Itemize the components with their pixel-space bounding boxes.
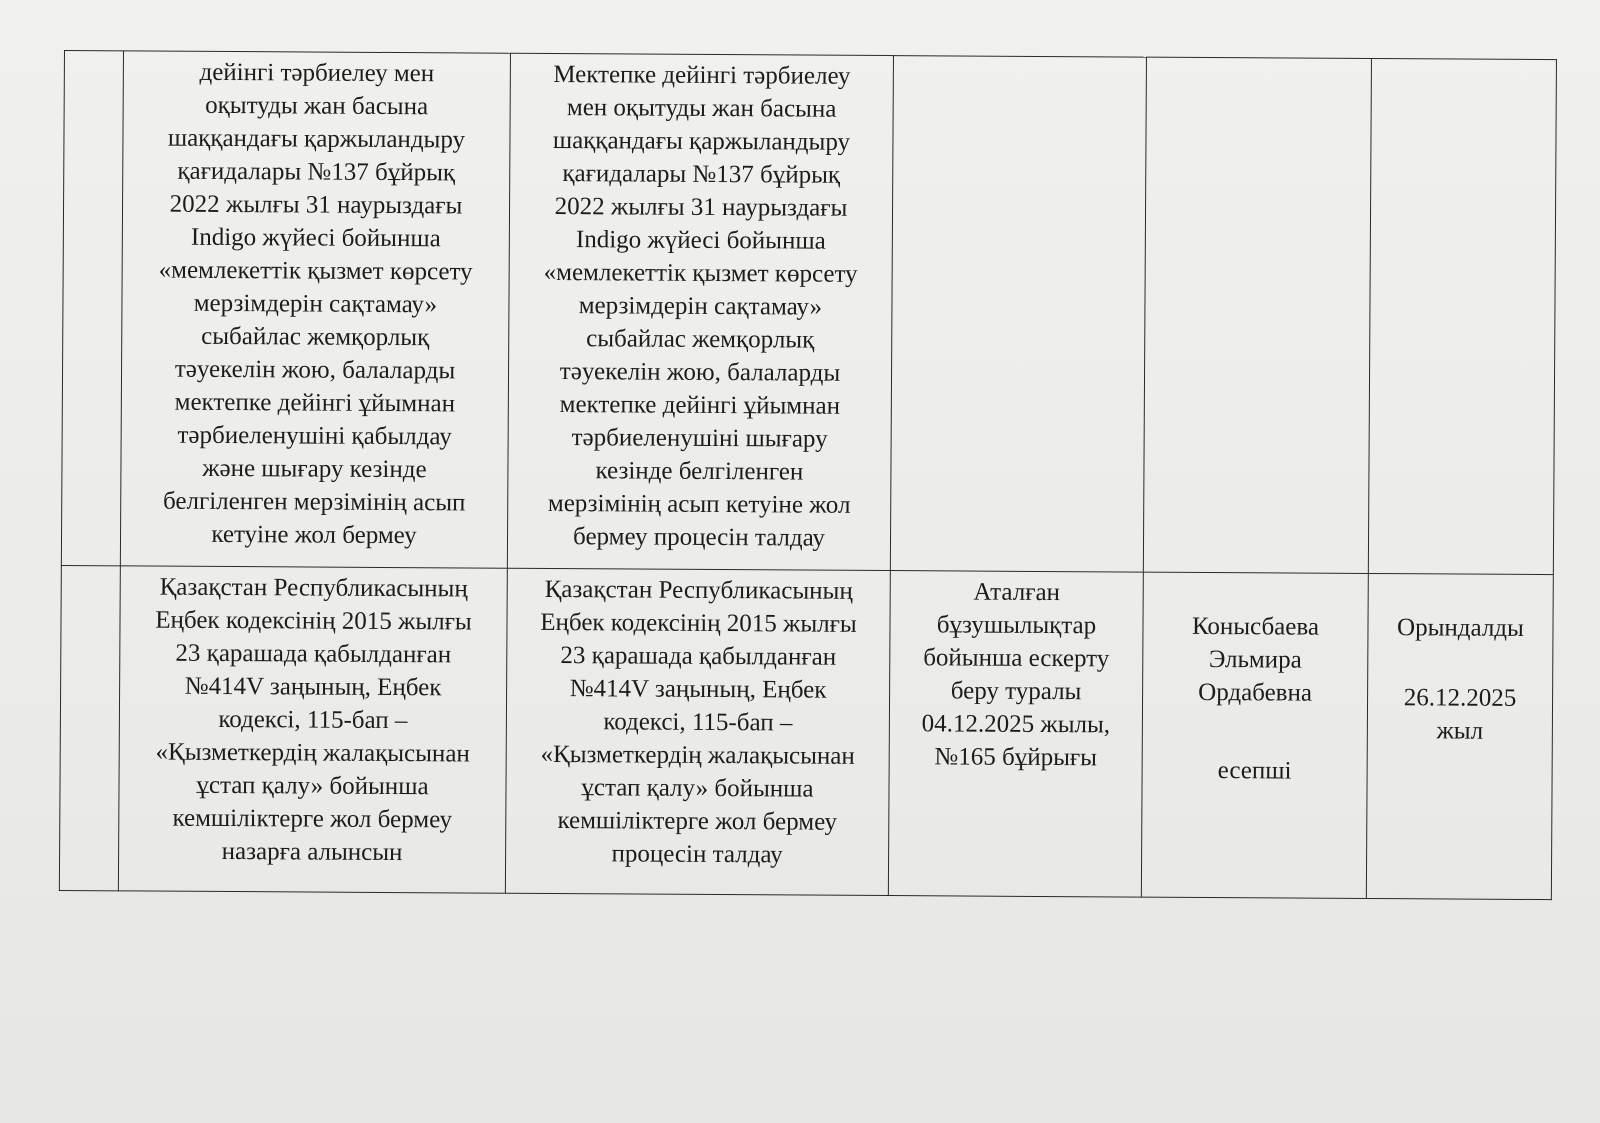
- status-date: 26.12.2025 жыл: [1403, 684, 1517, 745]
- status-cell: [1368, 58, 1556, 574]
- order-cell: [890, 56, 1146, 573]
- row-number-cell: [61, 51, 123, 566]
- responsible-cell: [1141, 572, 1368, 898]
- analysis-cell: Қазақстан Республикасының Еңбек кодексінің 2015 жылғы 23 қарашада қабылданған №414V заңының, Еңбек кодексі, 115-бап – «Қызметкердің жалақысынан ұстап қалу» бойынша кемшіліктерге жол бермеу процесін талдау: [505, 568, 890, 895]
- responsible-name: Конысбаева Эльмира Ордабевна: [1191, 612, 1320, 707]
- report-table: [59, 50, 1557, 900]
- row-number-cell: [59, 565, 120, 890]
- table-row: [61, 51, 1556, 575]
- status-cell: [1366, 573, 1553, 899]
- order-cell: Аталған бұзушылықтар бойынша ескерту беру туралы 04.12.2025 жылы, №165 бұйрығы: [888, 571, 1143, 898]
- responsible-cell: [1143, 57, 1371, 573]
- table-row: [59, 565, 1553, 899]
- measure-cell: Қазақстан Республикасының Еңбек кодексінің 2015 жылғы 23 қарашада қабылданған №414V заңының, Еңбек кодексі, 115-бап – «Қызметкердің жалақысынан ұстап қалу» бойынша кемшіліктерге жол бермеу назарға алынсын: [118, 566, 507, 893]
- analysis-cell: Мектепке дейінгі тәрбиелеу мен оқытуды жан басына шаққандағы қаржыландыру қағидалары №137 бұйрық 2022 жылғы 31 наурыздағы Indigo жүйесі бойынша «мемлекеттік қызмет көрсету мерзімдерін сақтамау» сыбайлас жемқорлық тәуекелін жою, балаларды мектепке дейінгі ұйымнан тәрбиеленушіні шығару кезінде белгіленген мерзімінің асып кетуіне жол бермеу процесін талдау: [507, 53, 893, 570]
- measure-cell: дейінгі тәрбиелеу мен оқытуды жан басына шаққандағы қаржыландыру қағидалары №137 бұйрық 2022 жылғы 31 наурыздағы Indigo жүйесі бойынша «мемлекеттік қызмет көрсету мерзімдерін сақтамау» сыбайлас жемқорлық тәуекелін жою, балаларды мектепке дейінгі ұйымнан тәрбиеленушіні қабылдау және шығару кезінде белгіленген мерзімінің асып кетуіне жол бермеу: [120, 51, 510, 568]
- responsible-role: есепші: [1217, 757, 1292, 785]
- status-label: Орындалды: [1397, 614, 1524, 642]
